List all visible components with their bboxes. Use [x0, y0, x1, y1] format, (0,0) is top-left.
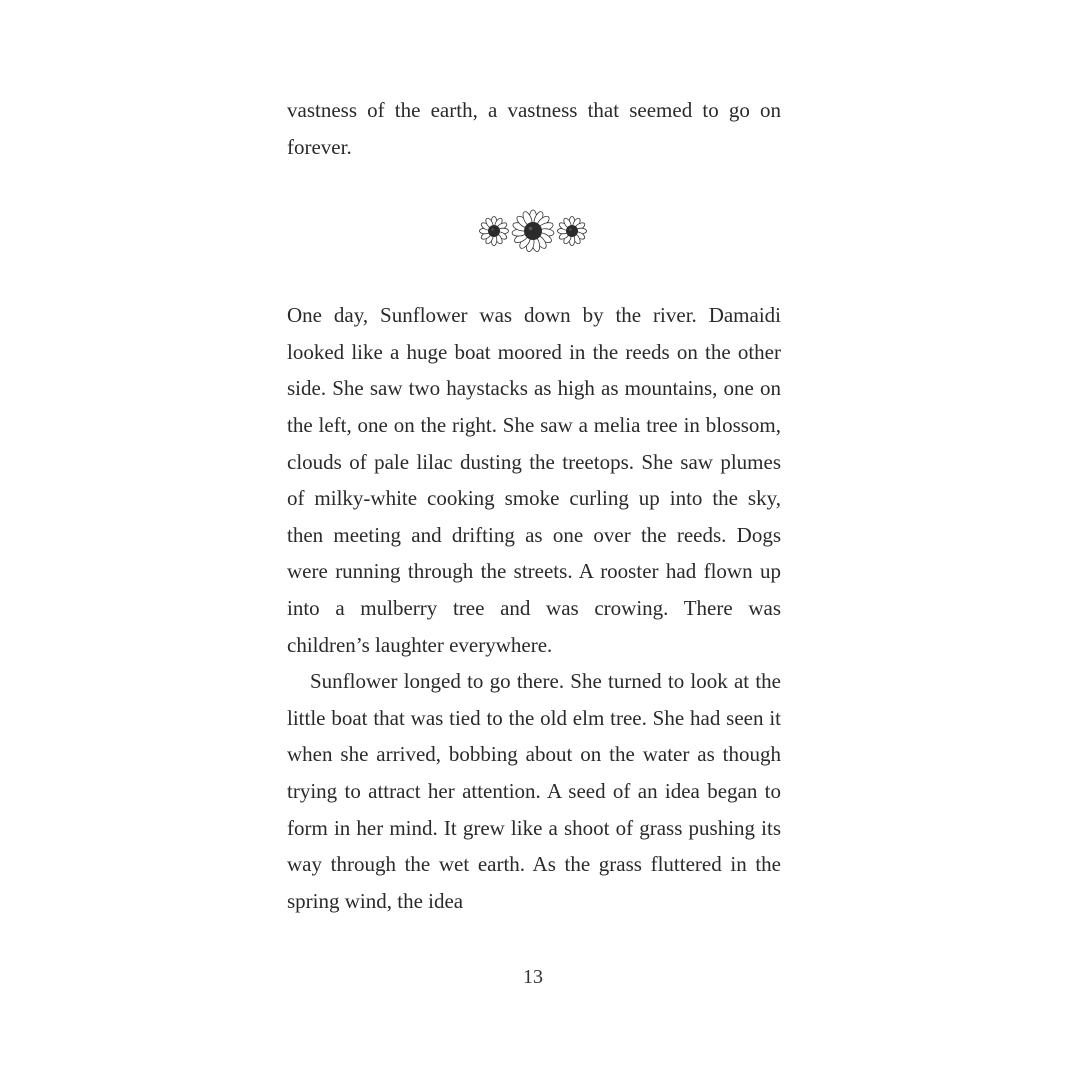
paragraph-continuation: vastness of the earth, a vastness that seemed to go on forever.: [287, 98, 781, 159]
section-break-ornament: [285, 165, 781, 297]
sunflower-icon: [511, 209, 555, 253]
sunflower-icon: [557, 216, 587, 246]
paragraph-longing: Sunflower longed to go there. She turned to look at the little boat that was tied to the old elm tree. She had seen it when she arrived, bobbing about on the water as though trying to attract her attention. A seed of an idea began to form in her mind. It grew like a shoot of grass pushing its way through the wet earth. As the grass fluttered in the spring wind, the idea: [287, 669, 781, 913]
book-page: [287, 92, 781, 919]
paragraph-river: One day, Sunflower was down by the river. Damaidi looked like a huge boat moored in the reeds on the other side. She saw two haystacks as high as mountains, one on the left, one on the right. She saw a melia tree in blossom, clouds of pale lilac dusting the treetops. She saw plumes of milky-white cooking smoke curling up into the sky, then meeting and drifting as one over the reeds. Dogs were running through the streets. A rooster had flown up into a mulberry tree and was crowing. There was children’s laughter everywhere.: [287, 303, 781, 657]
sunflower-icon: [479, 216, 509, 246]
page-number: 13: [523, 966, 543, 988]
